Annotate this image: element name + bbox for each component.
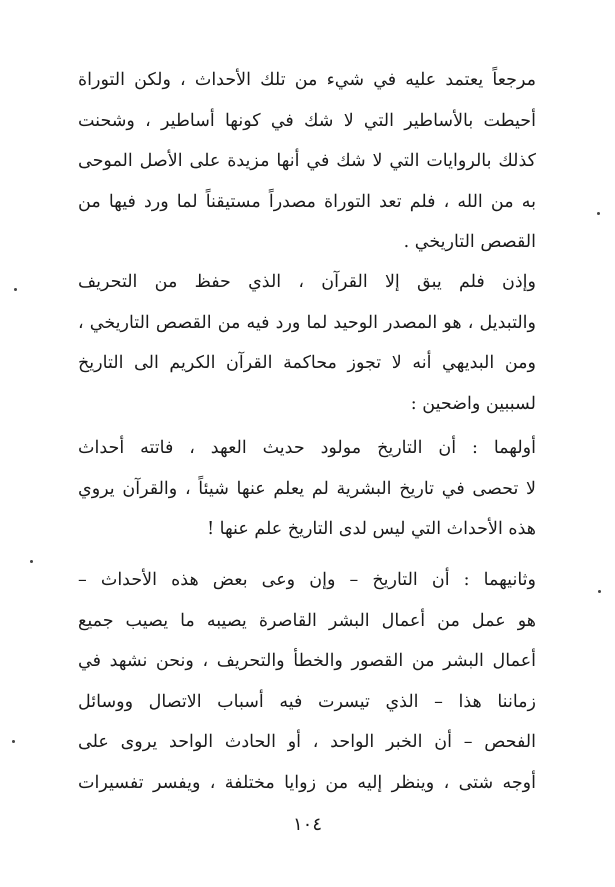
text-line: أحيطت بالأساطير التي لا شك في كونها أساطير ، وشحنت (78, 110, 536, 131)
scan-speck (14, 288, 17, 291)
text-line: هو عمل من أعمال البشر القاصرة يصيبه ما يصيب جميع (78, 610, 536, 631)
text-line: وثانيهما : أن التاريخ – وإن وعى بعض هذه الأحداث – (78, 570, 536, 590)
paragraph-4 (78, 560, 536, 803)
text-line: كذلك بالروايات التي لا شك في أنها مزيدة على الأصل الموحى (78, 151, 536, 171)
paragraph-2 (78, 262, 536, 424)
text-line: القصص التاريخي . (403, 232, 536, 252)
text-line: الفحص – أن الخبر الواحد ، أو الحادث الواحد يروى على (78, 732, 536, 752)
text-line: لسببين واضحين : (410, 393, 536, 414)
page-number: ١٠٤ (292, 814, 322, 835)
text-line: وإذن فلم يبق إلا القرآن ، الذي حفظ من التحريف (78, 272, 536, 292)
text-line: والتبديل ، هو المصدر الوحيد لما ورد فيه من القصص التاريخي ، (78, 312, 536, 333)
text-line: مرجعاً يعتمد عليه في شيء من تلك الأحداث ، ولكن التوراة (78, 70, 536, 90)
text-line: ومن البديهي أنه لا تجوز محاكمة القرآن الكريم الى التاريخ (78, 353, 536, 373)
scan-speck (12, 740, 15, 743)
text-line: أولهما : أن التاريخ مولود حديث العهد ، فاتته أحداث (78, 438, 536, 458)
scan-speck (598, 590, 601, 593)
text-line: أوجه شتى ، وينظر إليه من زوايا مختلفة ، ويفسر تفسيرات (78, 772, 536, 793)
paragraph-1 (78, 60, 536, 263)
text-line: به من الله ، فلم تعد التوراة مصدراً مستيقناً لما ورد فيها من (78, 191, 536, 212)
text-line: أعمال البشر من القصور والخطأ والتحريف ، ونحن نشهد في (78, 651, 536, 671)
text-line: زماننا هذا – الذي تيسرت فيه أسباب الاتصال ووسائل (78, 691, 536, 712)
text-line: هذه الأحداث التي ليس لدى التاريخ علم عنها ! (207, 519, 536, 539)
scan-speck (30, 560, 33, 563)
scan-speck (597, 212, 600, 215)
text-line: لا تحصى في تاريخ البشرية لم يعلم عنها شيئاً ، والقرآن يروي (78, 478, 536, 499)
paragraph-3 (78, 428, 536, 550)
